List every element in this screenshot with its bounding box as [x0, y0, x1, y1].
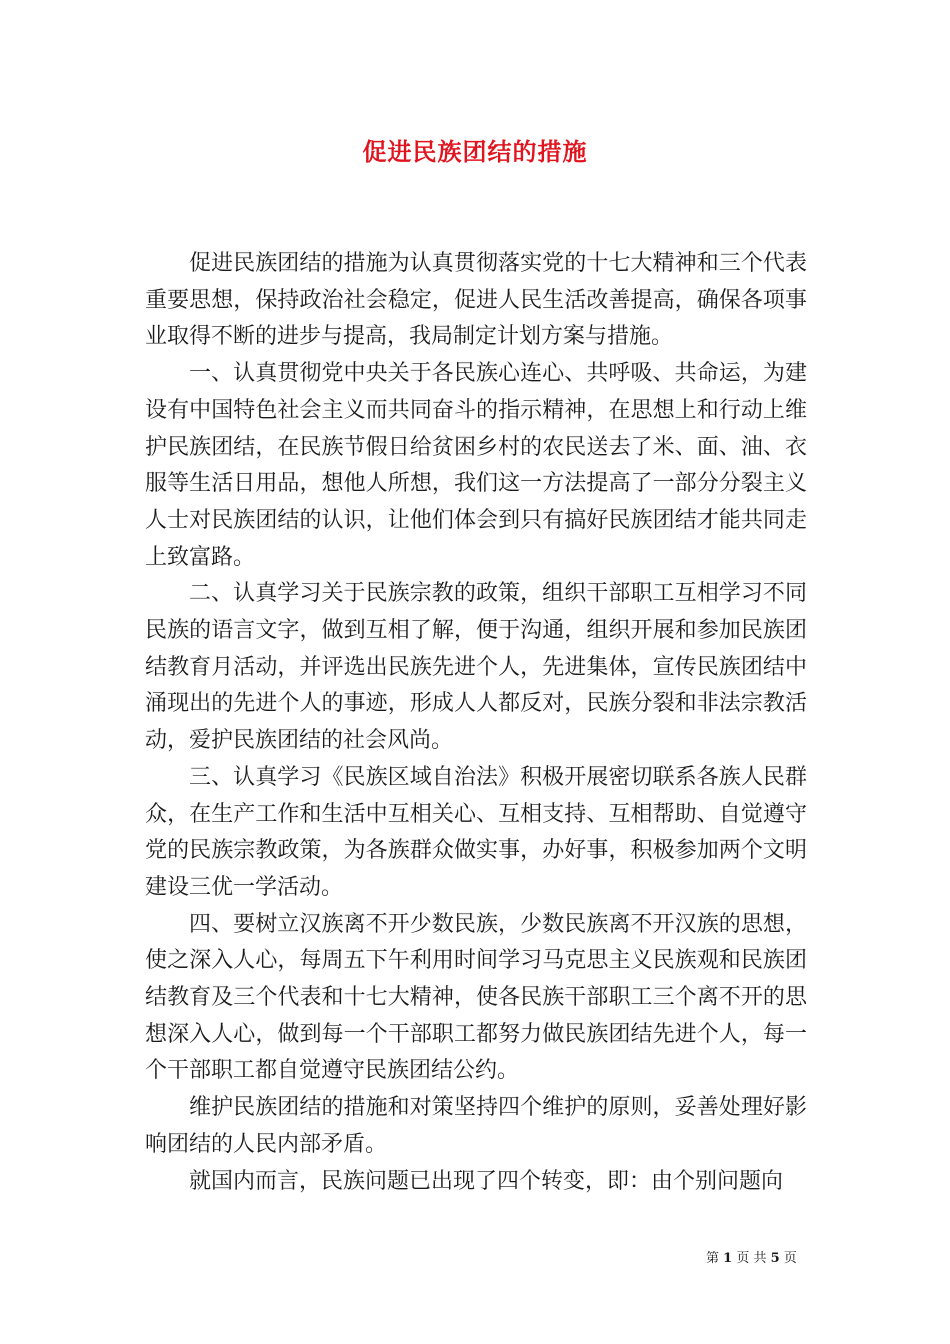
current-page-number: 1 — [723, 1251, 733, 1266]
footer-suffix: 页 — [783, 1251, 797, 1266]
total-pages-number: 5 — [770, 1251, 780, 1266]
paragraph-intro: 促进民族团结的措施为认真贯彻落实党的十七大精神和三个代表重要思想，保持政治社会稳定，促进人民生活改善提高，确保各项事业取得不断的进步与提高，我局制定计划方案与措施。 — [145, 251, 807, 350]
paragraph-point-three: 三、认真学习《民族区域自治法》积极开展密切联系各族人民群众，在生产工作和生活中互相关心、互相支持、互相帮助、自觉遵守党的民族宗教政策，为各族群众做实事，办好事，积极参加两个文明建设三优一学活动。 — [145, 764, 807, 900]
paragraph-point-one: 一、认真贯彻党中央关于各民族心连心、共呼吸、共命运，为建设有中国特色社会主义而共同奋斗的指示精神，在思想上和行动上维护民族团结，在民族节假日给贫困乡村的农民送去了米、面、油、衣服等生活日用品，想他人所想，我们这一方法提高了一部分分裂主义人士对民族团结的认识，让他们体会到只有搞好民族团结才能共同走上致富路。 — [145, 361, 807, 570]
footer-prefix: 第 — [706, 1251, 720, 1266]
paragraph-point-four: 四、要树立汉族离不开少数民族，少数民族离不开汉族的思想，使之深入人心，每周五下午利用时间学习马克思主义民族观和民族团结教育及三个代表和十七大精神，使各民族干部职工三个离不开的思想深入人心，做到每一个干部职工都努力做民族团结先进个人，每一个干部职工都自觉遵守民族团结公约。 — [145, 911, 807, 1084]
document-title: 促进民族团结的措施 — [362, 137, 588, 166]
footer-middle: 页 共 — [736, 1251, 767, 1266]
document-body — [145, 246, 807, 1200]
page-number-footer — [706, 1247, 797, 1266]
paragraph-point-two: 二、认真学习关于民族宗教的政策，组织干部职工互相学习不同民族的语言文字，做到互相了解，便于沟通，组织开展和参加民族团结教育月活动，并评选出民族先进个人，先进集体，宣传民族团结中涌现出的先进个人的事迹，形成人人都反对，民族分裂和非法宗教活动，爱护民族团结的社会风尚。 — [145, 581, 807, 754]
paragraph-principles: 维护民族团结的措施和对策坚持四个维护的原则，妥善处理好影响团结的人民内部矛盾。 — [145, 1095, 807, 1157]
paragraph-domestic: 就国内而言，民族问题已出现了四个转变，即：由个别问题向 — [189, 1168, 784, 1194]
